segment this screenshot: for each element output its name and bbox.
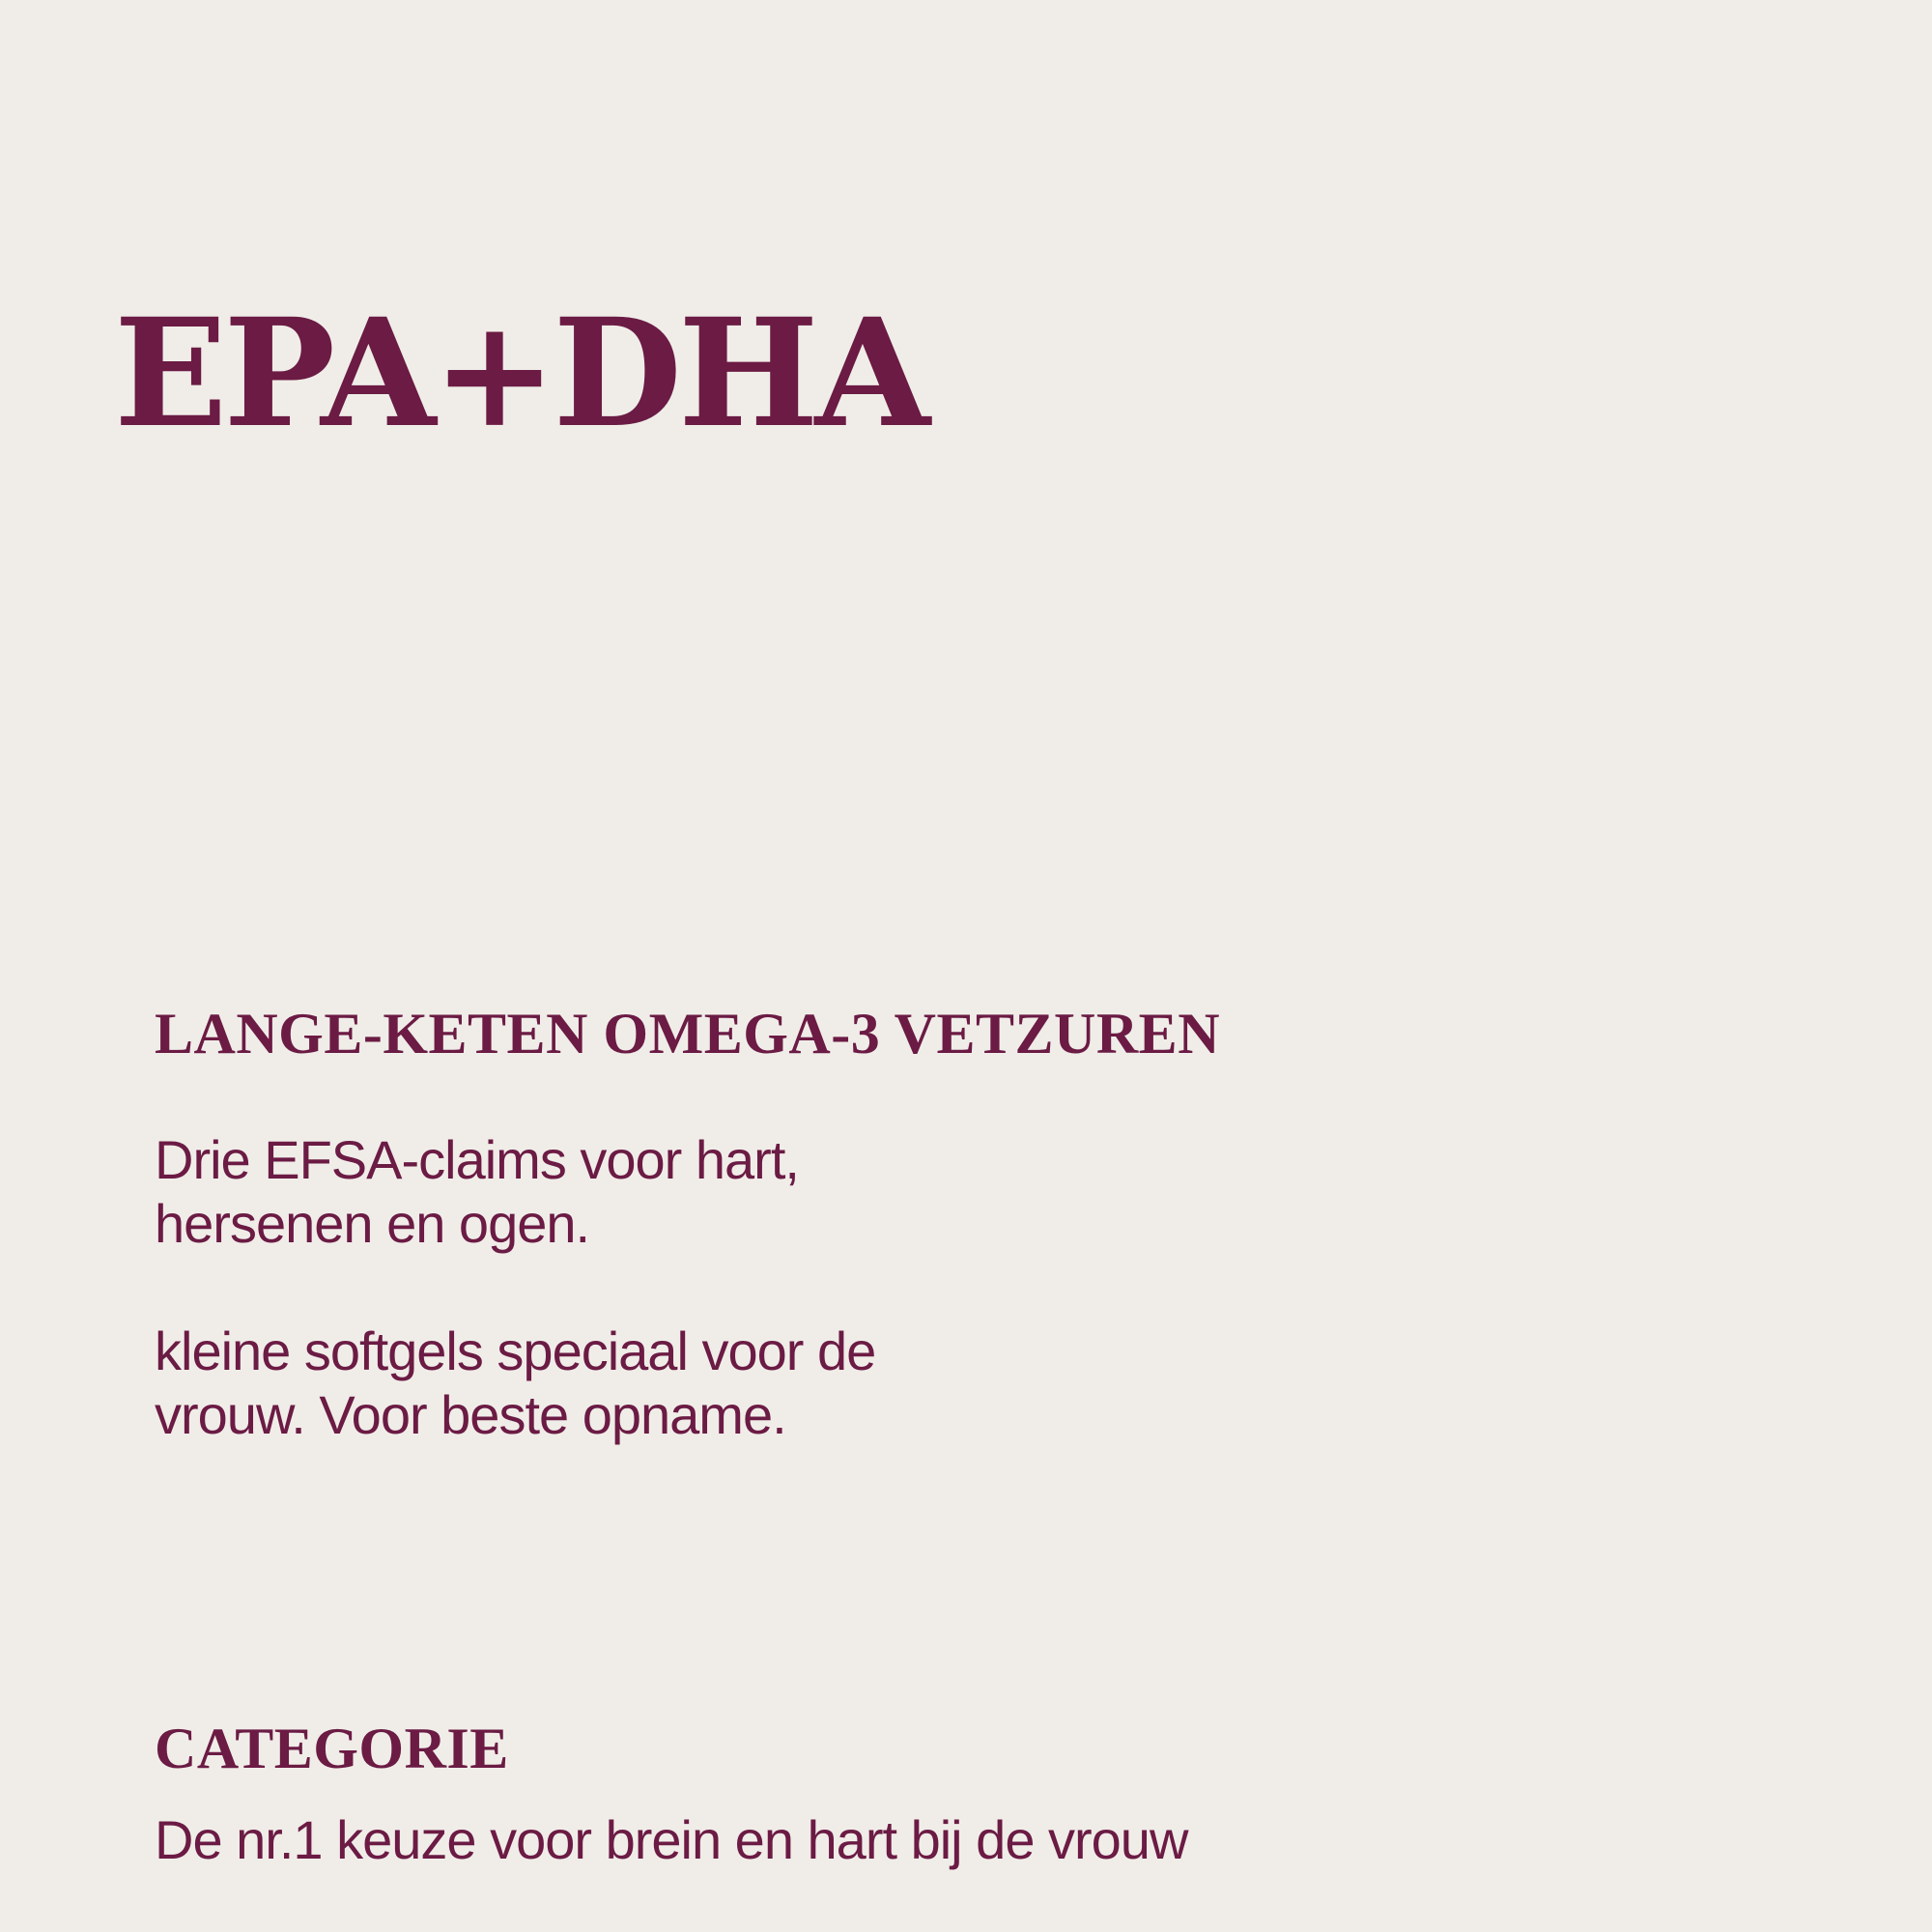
- claims-line-2: hersenen en ogen.: [155, 1193, 590, 1254]
- claims-line-1: Drie EFSA-claims voor hart,: [155, 1129, 799, 1190]
- omega-section-heading: LANGE-KETEN OMEGA-3 VETZUREN: [155, 1002, 1221, 1065]
- claims-paragraph: [155, 1128, 799, 1256]
- page-title: EPA+DHA: [114, 286, 927, 461]
- softgels-line-2: vrouw. Voor beste opname.: [155, 1384, 786, 1445]
- category-heading: CATEGORIE: [155, 1717, 509, 1780]
- softgels-paragraph: [155, 1320, 875, 1447]
- category-text: De nr.1 keuze voor brein en hart bij de vrouw: [155, 1809, 1188, 1870]
- softgels-line-1: kleine softgels speciaal voor de: [155, 1321, 876, 1381]
